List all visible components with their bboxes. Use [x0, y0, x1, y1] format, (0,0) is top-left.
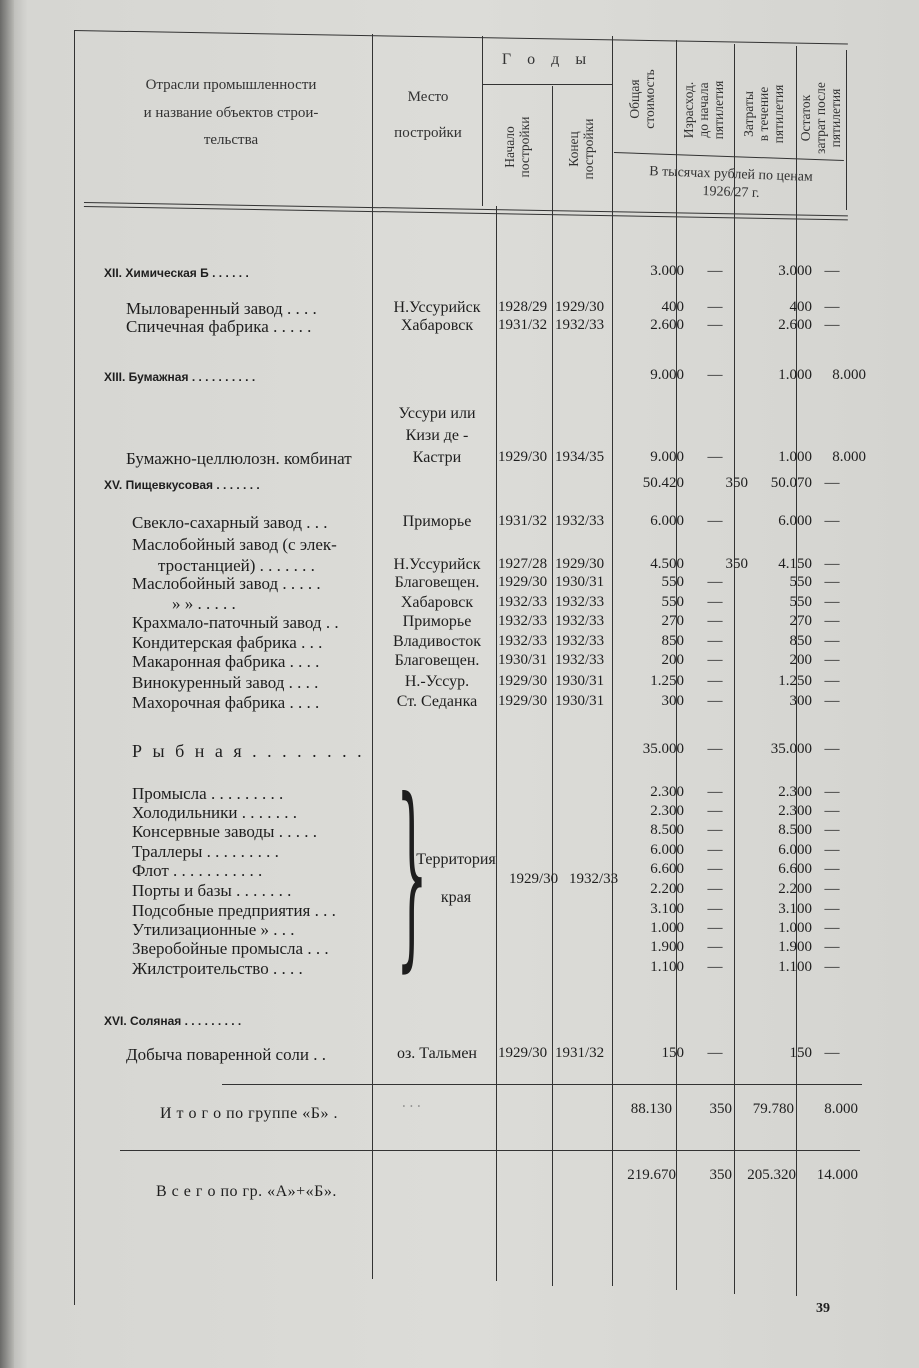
row-spent-during: 850: [789, 633, 812, 649]
row-end-year: 1932/33: [555, 317, 605, 333]
row-start-year: 1927/28: [498, 556, 548, 572]
row-spent-before: —: [707, 842, 723, 858]
group-b-spent-during: 79.780: [752, 1101, 794, 1117]
row-total-cost: 50.420: [642, 475, 684, 491]
paper-place-line2: Кизи де -: [405, 427, 469, 444]
row-total-cost: 2.600: [650, 317, 684, 333]
col-divider-total: [612, 36, 613, 1286]
row-name: Кондитерская фабрика . . .: [132, 633, 323, 652]
row-name: XII. Химическая Б . . . . . .: [104, 266, 249, 280]
row-total-cost: 6.600: [650, 861, 684, 877]
row-spent-during: 1.900: [778, 939, 812, 955]
row-place: Ст. Седанка: [396, 693, 478, 710]
row-place: Хабаровск: [400, 317, 474, 334]
row-name: Консервные заводы . . . . .: [132, 822, 317, 841]
row-total-cost: 3.100: [650, 901, 684, 917]
row-total-cost: 6.000: [650, 842, 684, 858]
row-total-cost: 200: [661, 652, 684, 668]
header-spent-during: Затраты в течение пятилетия: [741, 84, 786, 144]
row-remaining: —: [824, 263, 840, 279]
row-start-year: 1932/33: [498, 633, 548, 649]
row-name: Винокуренный завод . . . .: [132, 673, 319, 692]
row-total-cost: 1.000: [650, 920, 684, 936]
row-name: Траллеры . . . . . . . . .: [132, 842, 279, 861]
header-industry-line3: тельства: [203, 132, 259, 148]
row-end-year: 1930/31: [555, 673, 605, 689]
row-remaining: —: [824, 652, 840, 668]
row-end-year: 1929/30: [555, 556, 605, 572]
row-remaining: —: [824, 594, 840, 610]
row-remaining: —: [824, 673, 840, 689]
row-remaining: —: [824, 556, 840, 572]
row-remaining: —: [824, 901, 840, 917]
table-left-border: [74, 30, 75, 1305]
row-name: » » . . . . .: [172, 594, 236, 613]
table-top-rule: [74, 30, 848, 45]
total-top-rule: [120, 1150, 860, 1151]
row-end-year: 1931/32: [555, 1045, 605, 1061]
row-spent-before: —: [707, 803, 723, 819]
grand-total-cost: 219.670: [627, 1167, 676, 1183]
row-spent-before: —: [707, 822, 723, 838]
row-end-year: 1932/33: [555, 633, 605, 649]
row-spent-during: 300: [789, 693, 812, 709]
row-remaining: —: [824, 693, 840, 709]
header-remaining: Остаток затрат после пятилетия: [798, 82, 843, 154]
row-spent-before: —: [707, 367, 723, 383]
row-spent-before: —: [707, 784, 723, 800]
fish-place-line2: края: [440, 889, 472, 906]
group-b-remaining: 8.000: [824, 1101, 858, 1117]
row-spent-during: 2.600: [778, 317, 812, 333]
col-divider-end: [552, 86, 553, 1286]
row-total-cost: 9.000: [650, 367, 684, 383]
row-spent-before: —: [707, 741, 723, 757]
row-spent-before: —: [707, 299, 723, 315]
row-start-year: 1929/30: [498, 574, 548, 590]
row-total-cost: 4.500: [650, 556, 684, 572]
row-remaining: —: [824, 784, 840, 800]
row-remaining: —: [824, 633, 840, 649]
row-place: Приморье: [402, 613, 472, 630]
row-total-cost: 550: [661, 574, 684, 590]
row-total-cost: 150: [661, 1045, 684, 1061]
row-spent-during: 2.200: [778, 881, 812, 897]
row-name: Махорочная фабрика . . . .: [132, 693, 320, 712]
row-spent-during: 50.070: [770, 475, 812, 491]
row-spent-before: —: [707, 449, 723, 465]
row-start-year: 1931/32: [498, 513, 548, 529]
row-remaining: —: [824, 920, 840, 936]
row-spent-during: 35.000: [770, 741, 812, 757]
row-spent-during: 150: [789, 1045, 812, 1061]
row-remaining: —: [824, 475, 840, 491]
illegible-stamp-mark: ∙ ∙ ∙: [402, 1099, 421, 1115]
row-remaining: —: [824, 317, 840, 333]
row-spent-during: 2.300: [778, 803, 812, 819]
row-end-year: 1934/35: [555, 449, 605, 465]
row-remaining: —: [824, 1045, 840, 1061]
row-spent-during: 400: [789, 299, 812, 315]
row-total-cost: 1.900: [650, 939, 684, 955]
row-total-cost: 35.000: [642, 741, 684, 757]
row-total-cost: 2.200: [650, 881, 684, 897]
page-number: 39: [816, 1301, 830, 1316]
row-name: XIII. Бумажная . . . . . . . . . .: [104, 370, 256, 384]
row-spent-during: 6.000: [778, 513, 812, 529]
row-start-year: 1929/30: [498, 673, 548, 689]
header-industry-line2: и название объектов строи-: [143, 105, 319, 121]
row-spent-during: 1.000: [778, 367, 812, 383]
row-total-cost: 270: [661, 613, 684, 629]
row-total-cost: 300: [661, 693, 684, 709]
row-name: Мыловаренный завод . . . .: [126, 299, 317, 318]
row-spent-before: —: [707, 652, 723, 668]
oil-mill-line1: Маслобойный завод (с элек-: [132, 535, 337, 554]
row-spent-before: —: [707, 317, 723, 333]
row-place: Н.Уссурийск: [393, 556, 481, 573]
grand-spent-during: 205.320: [747, 1167, 796, 1183]
row-spent-during: 8.500: [778, 822, 812, 838]
row-spent-during: 1.000: [778, 449, 812, 465]
row-spent-before: —: [707, 920, 723, 936]
row-remaining: —: [824, 881, 840, 897]
paper-place-line1: Уссури или: [398, 405, 476, 422]
row-spent-during: 3.100: [778, 901, 812, 917]
row-place: Кастри: [412, 449, 462, 466]
group-b-spent-before: 350: [709, 1101, 732, 1117]
row-remaining: —: [824, 939, 840, 955]
fish-start-year: 1929/30: [509, 871, 559, 887]
row-name: Порты и базы . . . . . . .: [132, 881, 292, 900]
row-spent-during: 1.250: [778, 673, 812, 689]
row-remaining: —: [824, 574, 840, 590]
row-spent-during: 550: [789, 574, 812, 590]
row-spent-before: —: [707, 901, 723, 917]
book-spine-shadow: [0, 0, 14, 1368]
row-remaining: 8.000: [832, 367, 866, 383]
row-name: Крахмало-паточный завод . .: [132, 613, 339, 632]
col-divider-start-body: [496, 206, 497, 1281]
row-remaining: —: [824, 513, 840, 529]
row-place: Н.Уссурийск: [393, 299, 481, 316]
row-name: Добыча поваренной соли . .: [126, 1045, 326, 1064]
fish-end-year: 1932/33: [569, 871, 619, 887]
row-end-year: 1930/31: [555, 574, 605, 590]
row-name: Жилстроительство . . . .: [132, 959, 303, 978]
row-name: Зверобойные промысла . . .: [132, 939, 329, 958]
row-spent-before: 350: [725, 556, 748, 572]
row-total-cost: 8.500: [650, 822, 684, 838]
grand-total-label: В с е г о по гр. «А»+«Б».: [156, 1183, 337, 1200]
row-remaining: —: [824, 613, 840, 629]
grand-remaining: 14.000: [816, 1167, 858, 1183]
row-end-year: 1930/31: [555, 693, 605, 709]
col-divider-during: [734, 44, 735, 1294]
row-name: Утилизационные » . . .: [132, 920, 295, 939]
row-total-cost: 9.000: [650, 449, 684, 465]
row-name: Свекло-сахарный завод . . .: [132, 513, 328, 532]
row-place: Хабаровск: [400, 594, 474, 611]
row-remaining: —: [824, 861, 840, 877]
row-name: Подсобные предприятия . . .: [132, 901, 336, 920]
row-spent-before: —: [707, 263, 723, 279]
header-end-year: Конец постройки: [566, 118, 596, 180]
group-b-top-rule: [222, 1084, 862, 1085]
row-spent-before: —: [707, 693, 723, 709]
row-start-year: 1929/30: [498, 1045, 548, 1061]
row-place: оз. Тальмен: [396, 1045, 477, 1062]
row-spent-before: 350: [725, 475, 748, 491]
header-industry-line1: Отрасли промышленности: [145, 77, 317, 93]
row-total-cost: 1.100: [650, 959, 684, 975]
row-start-year: 1929/30: [498, 693, 548, 709]
header-years: Г о д ы: [501, 51, 593, 68]
row-start-year: 1932/33: [498, 594, 548, 610]
header-place-line1: Место: [407, 89, 449, 105]
row-name: Промысла . . . . . . . . .: [132, 784, 284, 803]
row-spent-before: —: [707, 574, 723, 590]
row-spent-during: 6.000: [778, 842, 812, 858]
row-spent-during: 1.100: [778, 959, 812, 975]
row-total-cost: 3.000: [650, 263, 684, 279]
row-spent-during: 6.600: [778, 861, 812, 877]
group-b-total-label: И т о г о по группе «Б» .: [160, 1105, 338, 1122]
row-spent-before: —: [707, 861, 723, 877]
row-name: Р ы б н а я . . . . . . . .: [132, 741, 365, 761]
row-end-year: 1932/33: [555, 513, 605, 529]
row-end-year: 1932/33: [555, 594, 605, 610]
row-name: Холодильники . . . . . . .: [132, 803, 298, 822]
row-total-cost: 6.000: [650, 513, 684, 529]
row-remaining: —: [824, 741, 840, 757]
row-name: Флот . . . . . . . . . . .: [132, 861, 263, 880]
row-start-year: 1928/29: [498, 299, 548, 315]
header-spent-before: Израсход. до начала пятилетия: [681, 80, 726, 140]
row-remaining: —: [824, 959, 840, 975]
header-start-year: Начало постройки: [502, 116, 532, 178]
col-divider-after: [796, 46, 797, 1296]
row-spent-before: —: [707, 594, 723, 610]
header-place-line2: постройки: [394, 125, 462, 141]
row-total-cost: 2.300: [650, 803, 684, 819]
row-end-year: 1932/33: [555, 613, 605, 629]
row-remaining: —: [824, 822, 840, 838]
row-name: Макаронная фабрика . . . .: [132, 652, 320, 671]
row-name: Маслобойный завод . . . . .: [132, 574, 321, 593]
row-name: XVI. Соляная . . . . . . . . .: [104, 1014, 242, 1028]
row-spent-during: 200: [789, 652, 812, 668]
fish-place-line1: Территория: [416, 851, 496, 868]
row-spent-during: 1.000: [778, 920, 812, 936]
row-spent-during: 2.300: [778, 784, 812, 800]
row-total-cost: 2.300: [650, 784, 684, 800]
row-remaining: 8.000: [832, 449, 866, 465]
group-b-total-cost: 88.130: [630, 1101, 672, 1117]
row-spent-during: 550: [789, 594, 812, 610]
row-place: Владивосток: [393, 633, 481, 650]
row-place: Благовещен.: [394, 574, 480, 591]
row-name: Бумажно-целлюлозн. комбинат: [126, 449, 352, 468]
row-place: Н.-Уссур.: [404, 673, 470, 690]
row-place: Приморье: [402, 513, 472, 530]
row-start-year: 1931/32: [498, 317, 548, 333]
row-spent-during: 270: [789, 613, 812, 629]
row-start-year: 1929/30: [498, 449, 548, 465]
row-total-cost: 400: [661, 299, 684, 315]
row-spent-before: —: [707, 673, 723, 689]
header-units-line2: 1926/27 г.: [702, 184, 760, 201]
grand-spent-before: 350: [709, 1167, 732, 1183]
row-spent-before: —: [707, 881, 723, 897]
row-start-year: 1932/33: [498, 613, 548, 629]
row-end-year: 1932/33: [555, 652, 605, 668]
row-place: Благовещен.: [394, 652, 480, 669]
header-total-cost: Общая стоимость: [627, 69, 657, 129]
row-spent-before: —: [707, 959, 723, 975]
row-spent-before: —: [707, 1045, 723, 1061]
row-name: тростанцией) . . . . . . .: [158, 556, 315, 575]
fish-group-brace: }: [396, 757, 428, 990]
row-name: Спичечная фабрика . . . . .: [126, 317, 312, 336]
row-spent-before: —: [707, 513, 723, 529]
col-divider-place: [372, 34, 373, 1279]
row-remaining: —: [824, 803, 840, 819]
row-spent-before: —: [707, 633, 723, 649]
row-start-year: 1930/31: [498, 652, 548, 668]
row-total-cost: 550: [661, 594, 684, 610]
table-right-border: [846, 50, 847, 210]
row-spent-during: 4.150: [778, 556, 812, 572]
years-subheader-rule: [482, 84, 612, 85]
row-total-cost: 850: [661, 633, 684, 649]
row-spent-during: 3.000: [778, 263, 812, 279]
row-end-year: 1929/30: [555, 299, 605, 315]
row-spent-before: —: [707, 939, 723, 955]
row-spent-before: —: [707, 613, 723, 629]
row-total-cost: 1.250: [650, 673, 684, 689]
header-units-line1: В тысячах рублей по ценам: [648, 164, 814, 185]
row-remaining: —: [824, 842, 840, 858]
row-name: XV. Пищевкусовая . . . . . . .: [104, 478, 260, 492]
row-remaining: —: [824, 299, 840, 315]
